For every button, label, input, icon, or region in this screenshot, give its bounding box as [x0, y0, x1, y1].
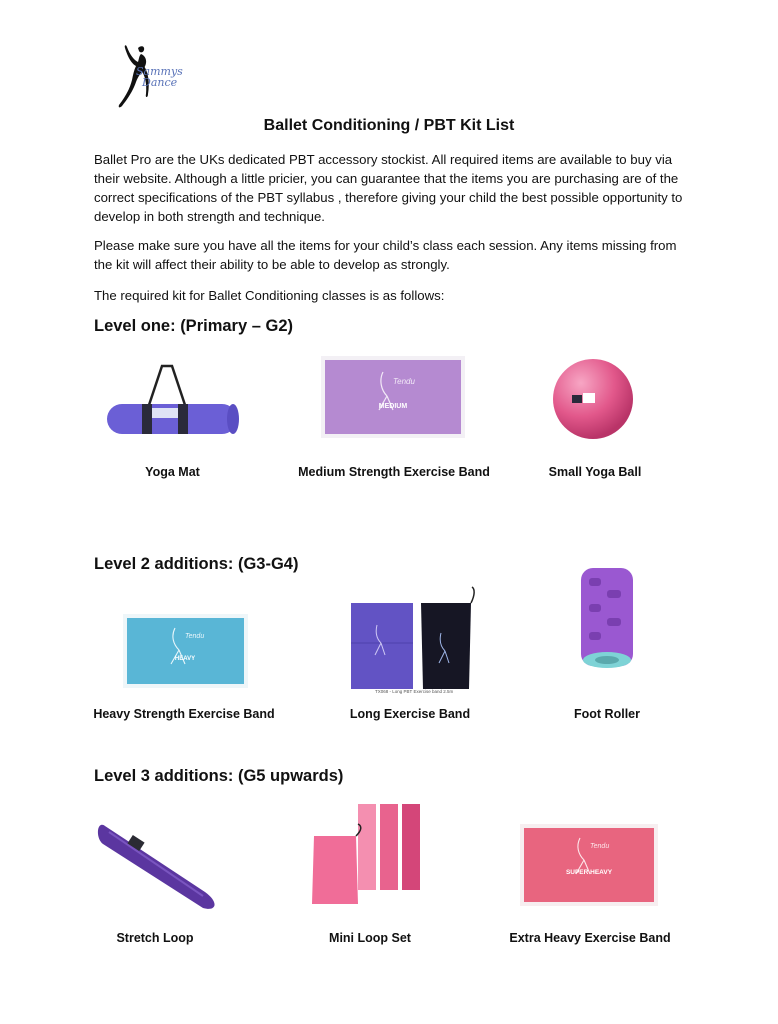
intro-paragraph-1: Ballet Pro are the UKs dedicated PBT accessory stockist. All required items are available to buy via their website. Although a little pricier, you can guarantee that the items you are purchasing are of the correct specifications of the PBT syllabus , therefore giving your child the best possible opportunity to develop in both strength and technique.: [94, 152, 683, 224]
stretch-loop-image: [95, 808, 225, 914]
item-label-foot-roller: Foot Roller: [574, 707, 640, 721]
item-label-mini-loop-set: Mini Loop Set: [329, 931, 411, 945]
logo-line-1: Sammys: [136, 65, 183, 78]
logo-line-2: Dance: [142, 76, 178, 89]
medium-band-label: MEDIUM: [378, 403, 408, 410]
heavy-band-brand: Tendu: [185, 633, 205, 640]
super-heavy-band-image: [520, 824, 658, 906]
item-label-yoga-mat: Yoga Mat: [145, 465, 200, 479]
item-label-stretch-loop: Stretch Loop: [116, 931, 194, 945]
item-label-medium-band: Medium Strength Exercise Band: [298, 465, 490, 479]
mini-loop-set-image: [308, 800, 422, 910]
section-heading-level-2: Level 2 additions: (G3-G4): [94, 555, 299, 573]
item-label-extra-heavy-band: Extra Heavy Exercise Band: [509, 931, 671, 945]
long-band-image: [345, 585, 480, 697]
medium-band-image: [321, 356, 465, 438]
sammys-dance-logo: [108, 42, 208, 114]
page-title: Ballet Conditioning / PBT Kit List: [263, 117, 515, 134]
super-heavy-band-brand: Tendu: [590, 843, 610, 850]
small-yoga-ball-image: [548, 355, 638, 443]
medium-band-brand: Tendu: [393, 377, 415, 386]
intro-paragraph-2: Please make sure you have all the items for your child’s class each session. Any items missing from the kit will affect their ability to be able to develop as strongly.: [94, 238, 677, 272]
heavy-band-image: [123, 614, 248, 688]
item-label-heavy-band: Heavy Strength Exercise Band: [93, 707, 275, 721]
foot-roller-image: [577, 564, 637, 670]
super-heavy-band-label: SUPER HEAVY: [565, 869, 613, 876]
yoga-mat-image: [100, 360, 245, 442]
intro-paragraph-3: The required kit for Ballet Conditioning classes is as follows:: [94, 288, 445, 303]
long-band-note: TX068 - Long PBT Exercise band 2.5m: [375, 689, 454, 694]
heavy-band-label: HEAVY: [174, 656, 196, 662]
section-heading-level-1: Level one: (Primary – G2): [94, 317, 293, 335]
section-heading-level-3: Level 3 additions: (G5 upwards): [94, 767, 344, 785]
item-label-long-band: Long Exercise Band: [349, 707, 471, 721]
item-label-small-yoga-ball: Small Yoga Ball: [548, 465, 642, 479]
